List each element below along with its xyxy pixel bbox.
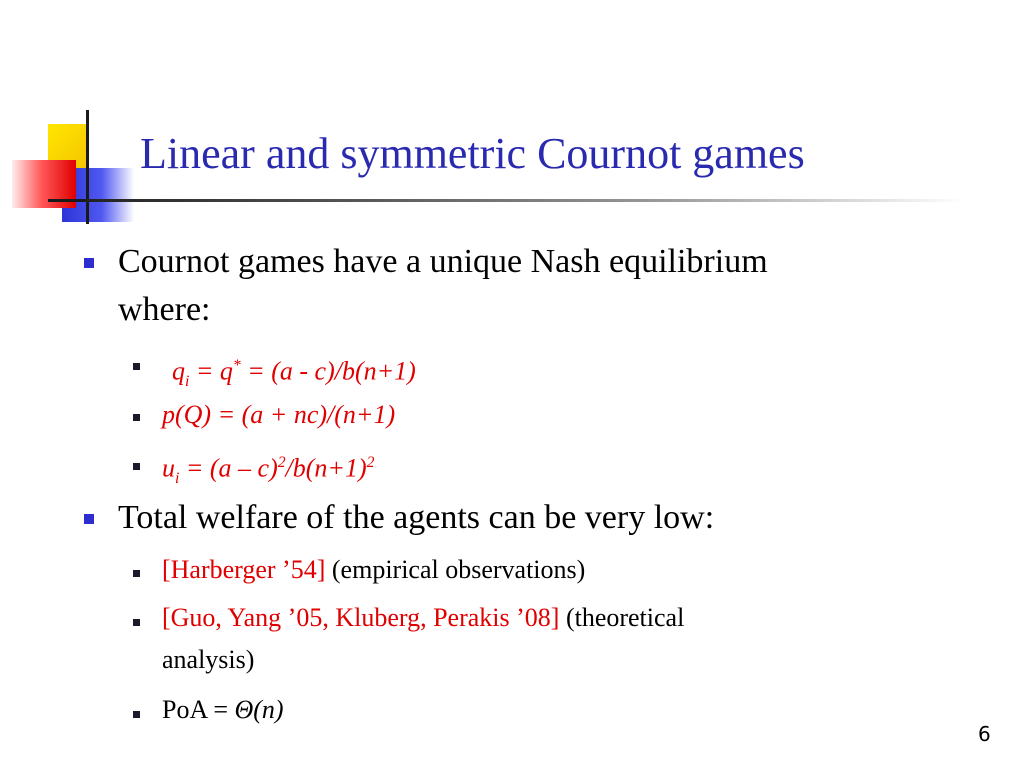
reference-guo-yang-continuation: analysis) [162, 645, 255, 674]
slide-title: Linear and symmetric Cournot games [140, 129, 805, 178]
sub-bullet-square-icon [133, 619, 140, 626]
bullet-square-icon [84, 514, 94, 524]
formula-price: p(Q) = (a + nc)/(n+1) [162, 400, 396, 429]
formula-equilibrium-quantity: $q_i = q^* = (a - c)/b(n+1)$ [172, 356, 416, 390]
decorative-vertical-line [86, 110, 89, 224]
title-underline-rule [86, 199, 966, 202]
reference-guo-yang-kluberg-perakis: [Guo, Yang ’05, Kluberg, Perakis ’08] (theoretical [162, 603, 685, 632]
bullet-1-line-1: Cournot games have a unique Nash equilibrium [118, 243, 768, 280]
bullet-square-icon [84, 258, 94, 268]
price-of-anarchy-statement: PoA = Θ(n) [162, 695, 284, 724]
sub-bullet-square-icon [133, 363, 140, 370]
bullet-2-line-1: Total welfare of the agents can be very low: [118, 499, 715, 536]
reference-harberger: [Harberger ’54] (empirical observations) [162, 555, 586, 584]
decorative-short-line [48, 199, 88, 202]
sub-bullet-square-icon [133, 414, 140, 421]
formula-utility: $u_i = (a - c)^2/b(n+1)^2$ [162, 453, 375, 487]
page-number: 6 [978, 722, 991, 746]
bullet-1-line-2: where: [118, 291, 211, 328]
sub-bullet-square-icon [133, 711, 140, 718]
sub-bullet-square-icon [133, 463, 140, 470]
sub-bullet-square-icon [133, 570, 140, 577]
